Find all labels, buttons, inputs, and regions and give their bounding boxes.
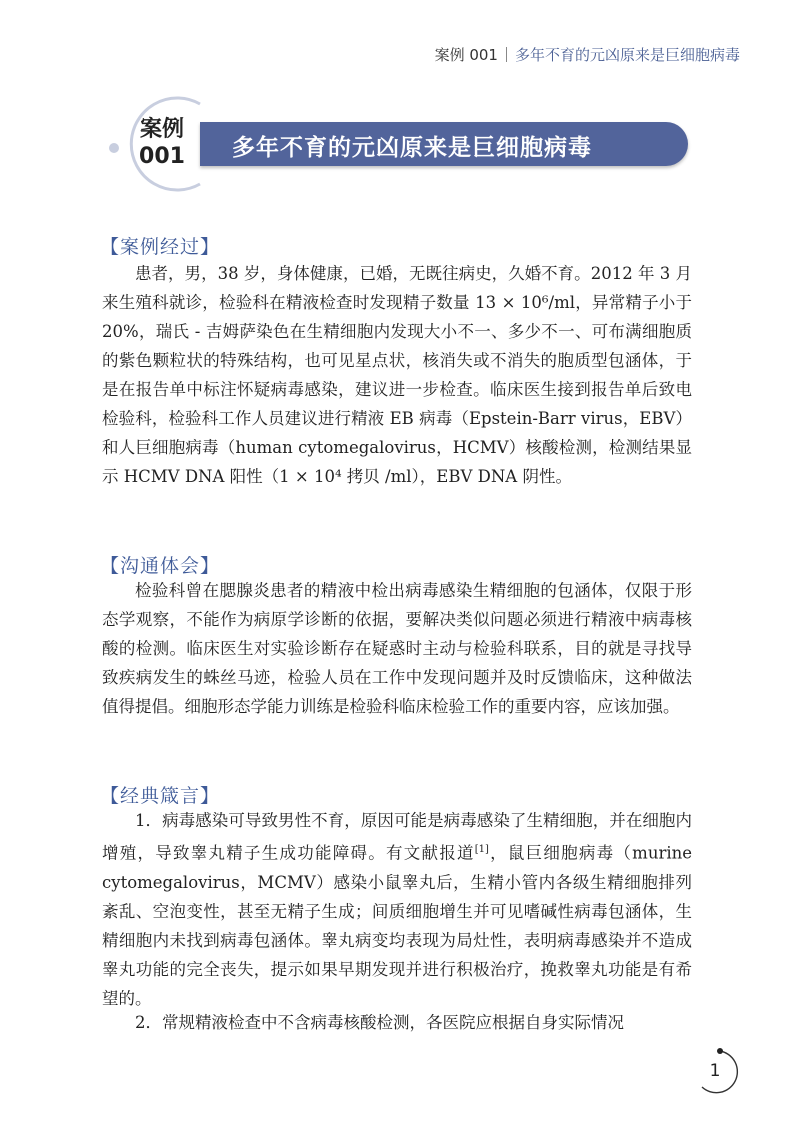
case-title: 多年不育的元凶原来是巨细胞病毒: [232, 135, 592, 161]
classic-paragraph-1-text-b: ，鼠巨细胞病毒（murine cytomegalovirus，MCMV）感染小鼠睾丸后，生精小管内各级生精细胞排列紊乱、空泡变性，甚至无精子生成；间质细胞增生并可见嗜碱性病毒包涵体，生精细胞内未找到病毒包涵体。睾丸病变均表现为局灶性，表明病毒感染并不造成睾丸功能的完全丧失，提示如果早期发现并进行积极治疗，挽救睾丸功能是有希望的。: [102, 843, 692, 1008]
classic-paragraph-2: 2．常规精液检查中不含病毒核酸检测，各医院应根据自身实际情况: [135, 1013, 624, 1032]
section-heading-communication: 【沟通体会】: [100, 555, 221, 577]
running-header-divider: [506, 47, 507, 62]
page-number-badge: [696, 1047, 746, 1097]
case-label-word: 案例: [139, 117, 184, 142]
case-banner: [108, 96, 693, 192]
running-header: [435, 44, 740, 65]
running-header-title: 多年不育的元凶原来是巨细胞病毒: [514, 46, 740, 64]
case-history-paragraph: 患者，男，38 岁，身体健康，已婚，无既往病史，久婚不育。2012 年 3 月来生殖科就诊，检验科在精液检查时发现精子数量 13 × 10⁶/ml，异常精子小于 20%，瑞氏 - 吉姆萨染色在生精细胞内发现大小不一、多少不一、可布满细胞质的紫色颗粒状的特殊结构，也可见星点状，核消失或不消失的胞质型包涵体，于是在报告单中标注怀疑病毒感染，建议进一步检查。临床医生接到报告单后致电检验科，检验科工作人员建议进行精液 EB 病毒（Epstein-Barr virus，EBV）和人巨细胞病毒（human cytomegalovirus，HCMV）核酸检测，检测结果显示 HCMV DNA 阳性（1 × 10⁴ 拷贝 /ml），EBV DNA 阴性。: [102, 264, 692, 486]
classic-paragraph-1-text-a: 1．病毒感染可导致男性不育，原因可能是病毒感染了生精细胞，并在细胞内增殖，导致睾丸精子生成功能障碍。有文献报道: [102, 811, 692, 863]
section-heading-case-history: 【案例经过】: [100, 236, 221, 258]
case-label-number: 001: [139, 144, 185, 169]
section-heading-classic: 【经典箴言】: [100, 785, 221, 807]
page-number: 1: [709, 1061, 721, 1081]
citation-marker: [1]: [474, 844, 489, 855]
communication-paragraph: 检验科曾在腮腺炎患者的精液中检出病毒感染生精细胞的包涵体，仅限于形态学观察，不能作为病原学诊断的依据，要解决类似问题必须进行精液中病毒核酸的检测。临床医生对实验诊断存在疑惑时主动与检验科联系，目的就是寻找导致疾病发生的蛛丝马迹，检验人员在工作中发现问题并及时反馈临床，这种做法值得提倡。细胞形态学能力训练是检验科临床检验工作的重要内容，应该加强。: [102, 581, 692, 716]
classic-paragraph-1: [102, 806, 692, 1013]
case-number-label: [122, 116, 202, 170]
running-header-case: 案例 001: [434, 46, 498, 64]
